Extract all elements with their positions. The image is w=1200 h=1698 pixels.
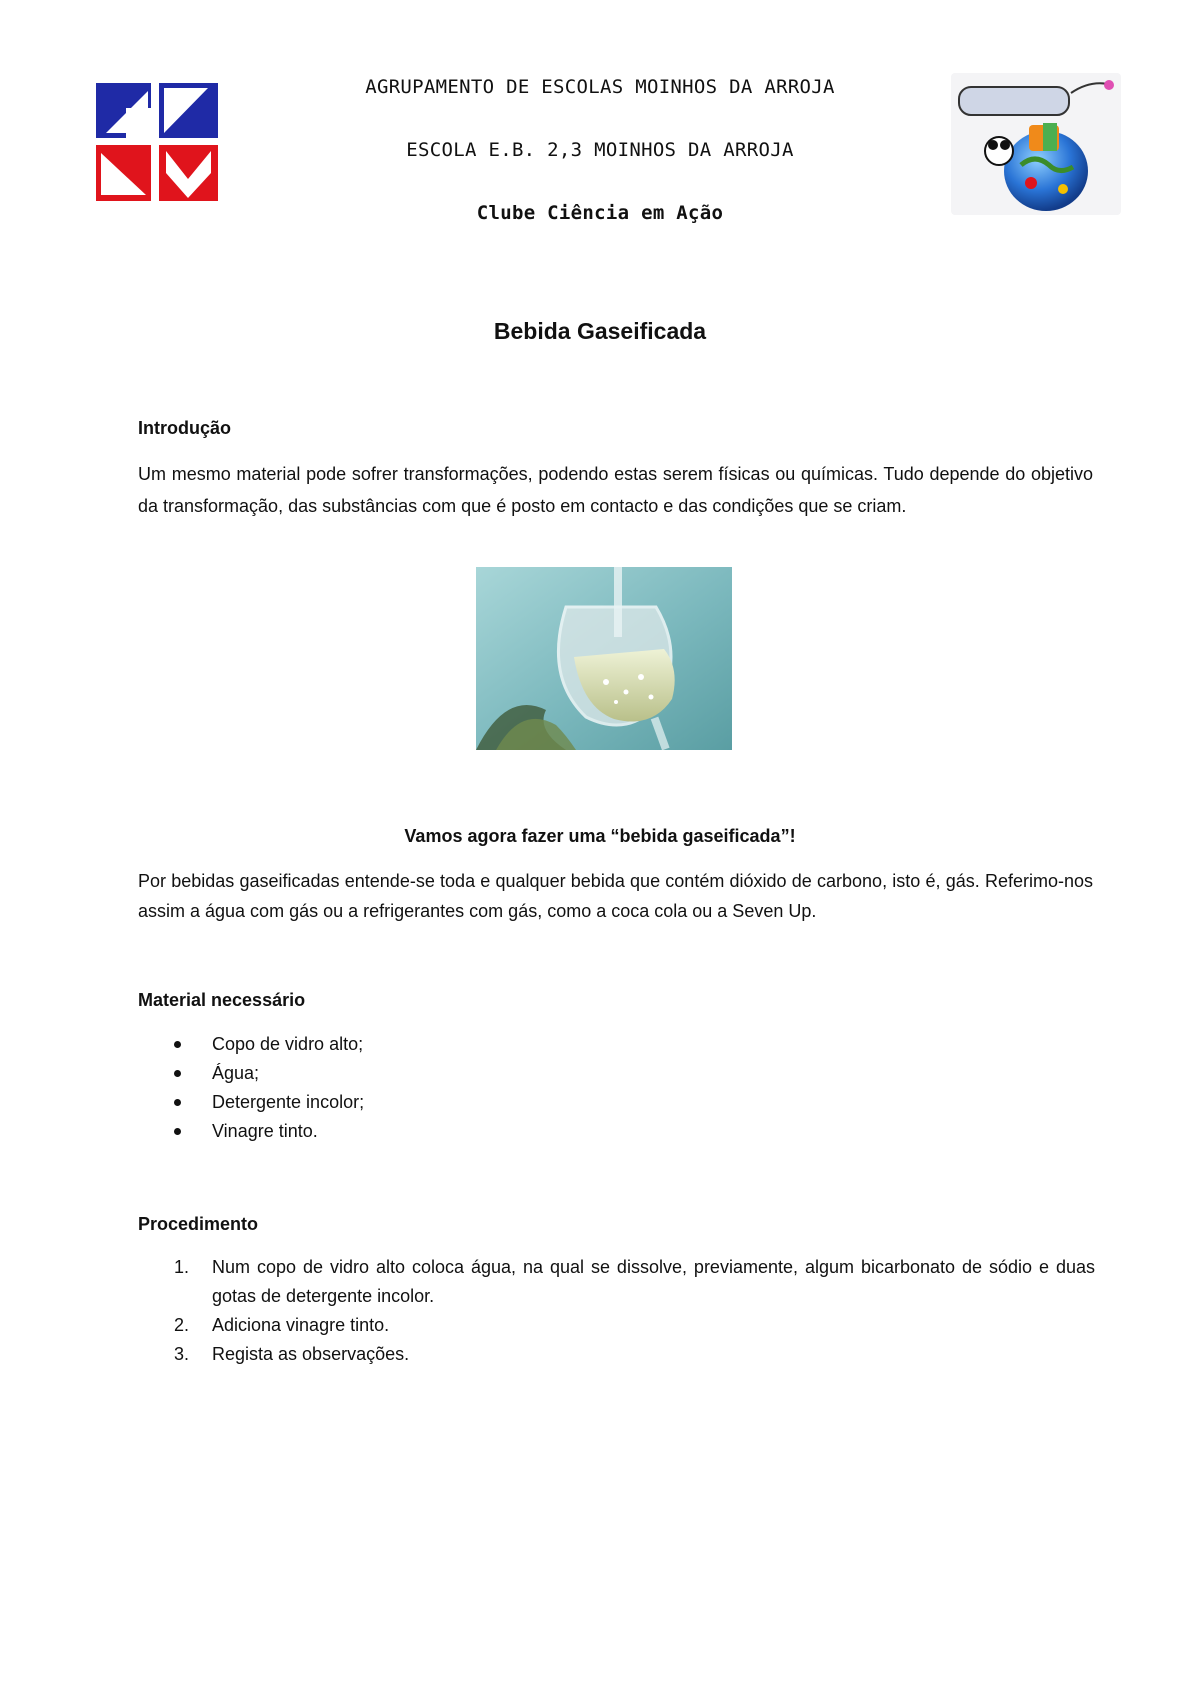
step-number: 2. <box>174 1315 190 1335</box>
header-line-1: AGRUPAMENTO DE ESCOLAS MOINHOS DA ARROJA <box>365 76 835 98</box>
introduction-heading: Introdução <box>138 418 231 438</box>
list-item <box>170 1088 364 1117</box>
introduction-paragraph: Um mesmo material pode sofrer transformações, podendo estas serem físicas ou químicas. Tudo depende do objetivo da transformação, das substâncias com que é posto em contacto e das condições que se criam. <box>138 464 1093 516</box>
step-number: 3. <box>174 1344 190 1364</box>
bullet-icon <box>174 1099 181 1106</box>
activity-paragraph: Por bebidas gaseificadas entende-se toda e qualquer bebida que contém dióxido de carbono, isto é, gás. Referimo-nos assim a água com gás ou a refrigerantes com gás, como a coca cola ou a Seven Up. <box>138 871 1093 921</box>
list-item <box>170 1253 1095 1311</box>
step-text: Adiciona vinagre tinto. <box>212 1315 390 1335</box>
material-item-text: Copo de vidro alto; <box>212 1034 364 1054</box>
bullet-icon <box>174 1070 181 1077</box>
step-text: Num copo de vidro alto coloca água, na qual se dissolve, previamente, algum bicarbonato de sódio e duas gotas de detergente incolor. <box>212 1257 1095 1306</box>
materials-list <box>170 1030 364 1146</box>
step-text: Regista as observações. <box>212 1344 410 1364</box>
document-title: Bebida Gaseificada <box>493 318 707 344</box>
step-number: 1. <box>174 1257 190 1277</box>
material-item-text: Vinagre tinto. <box>212 1121 318 1141</box>
list-item <box>170 1340 1095 1369</box>
list-item <box>170 1030 364 1059</box>
material-item-text: Detergente incolor; <box>212 1092 365 1112</box>
materials-heading: Material necessário <box>138 990 306 1010</box>
header-line-2: ESCOLA E.B. 2,3 MOINHOS DA ARROJA <box>406 139 794 161</box>
procedure-heading: Procedimento <box>138 1214 259 1234</box>
bullet-icon <box>174 1041 181 1048</box>
list-item <box>170 1059 364 1088</box>
header-line-3: Clube Ciência em Ação <box>476 202 724 224</box>
list-item <box>170 1311 1095 1340</box>
material-item-text: Água; <box>212 1063 260 1083</box>
bullet-icon <box>174 1128 181 1135</box>
ciencia-club-logo-icon <box>951 73 1121 215</box>
procedure-list <box>170 1253 1095 1369</box>
activity-heading: Vamos agora fazer uma “bebida gaseificada”! <box>404 826 796 846</box>
sparkling-drink-glass-photo <box>476 567 732 750</box>
list-item <box>170 1117 364 1146</box>
